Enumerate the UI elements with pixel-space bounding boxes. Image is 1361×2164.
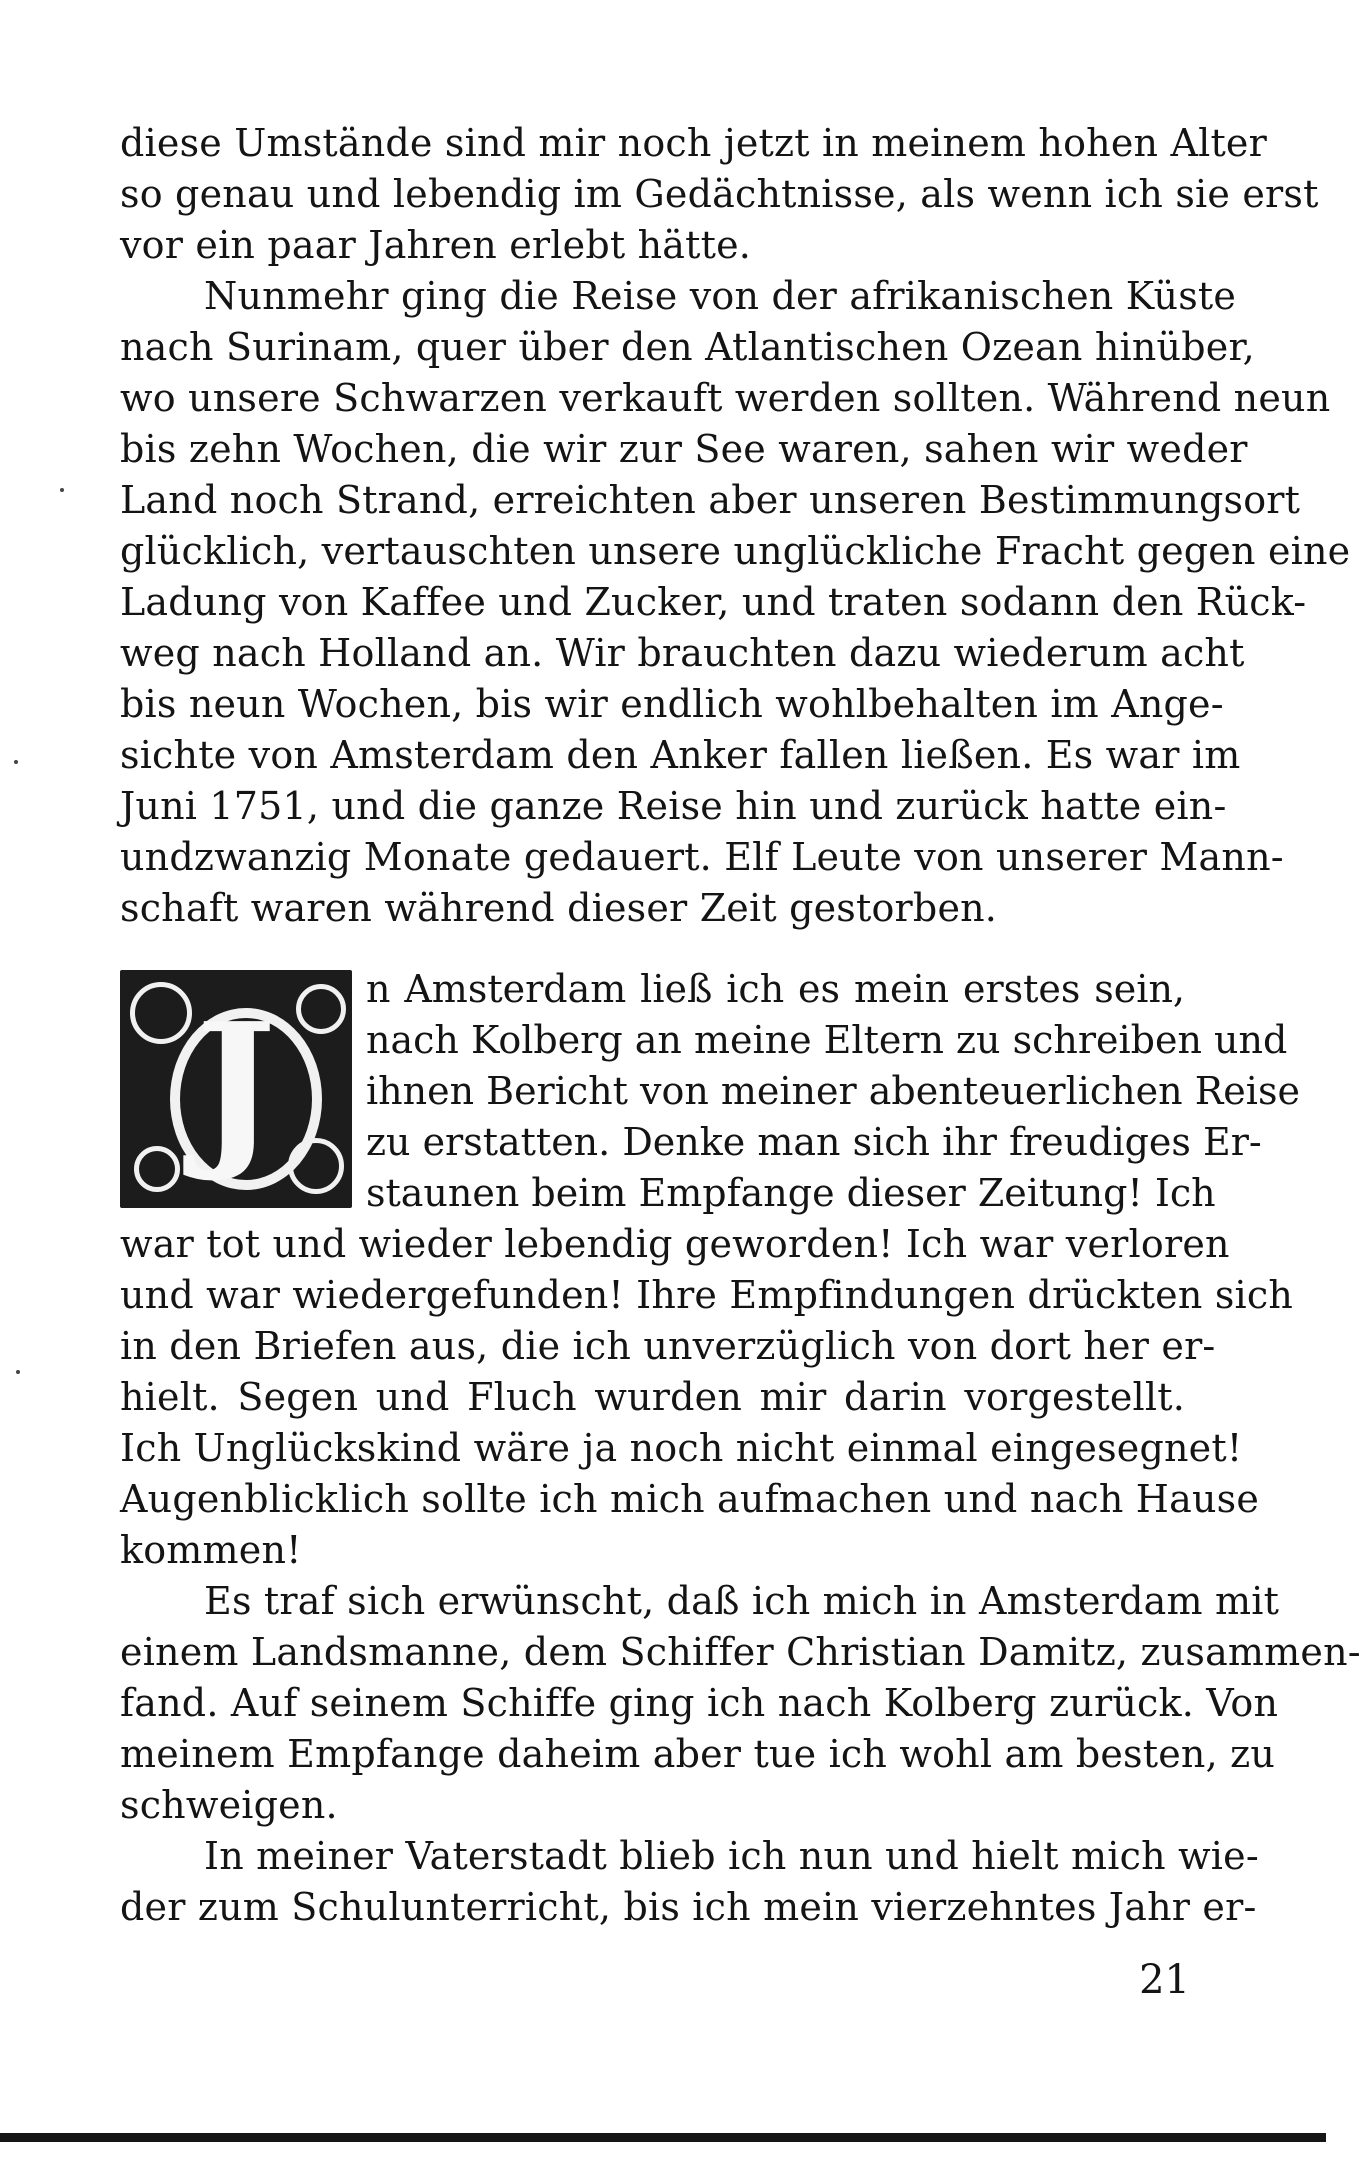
text-line: und war wiedergefunden! Ihre Empfindungen drückten sich [120,1273,1294,1317]
paragraph-1 [120,118,1319,271]
text-line: einem Landsmanne, dem Schiffer Christian Damitz, zusammen- [120,1630,1361,1674]
paragraph-2 [120,271,1351,934]
text-line: n Amsterdam ließ ich es mein erstes sein, [366,967,1185,1011]
page-number: 21 [1139,1957,1190,2003]
page-body [120,118,1361,1933]
text-line: so genau und lebendig im Gedächtnisse, als wenn ich sie erst [120,172,1319,216]
text-line: hielt. Segen und Fluch wurden mir darin vorgestellt. [120,1375,1185,1419]
text-line: Juni 1751, und die ganze Reise hin und zurück hatte ein- [120,784,1227,828]
margin-speck [14,760,18,764]
scan-edge-bar [0,2133,1326,2142]
text-line: staunen beim Empfange dieser Zeitung! Ich [366,1171,1216,1215]
text-line: zu erstatten. Denke man sich ihr freudiges Er- [366,1120,1262,1164]
text-line: bis zehn Wochen, die wir zur See waren, sahen wir weder [120,427,1248,471]
text-line: der zum Schulunterricht, bis ich mein vierzehntes Jahr er- [120,1885,1257,1929]
paragraph-3 [120,964,1300,1576]
text-line: undzwanzig Monate gedauert. Elf Leute von unserer Mann- [120,835,1284,879]
text-line: Ich Unglückskind wäre ja noch nicht einmal eingesegnet! [120,1426,1243,1470]
text-line: weg nach Holland an. Wir brauchten dazu wiederum acht [120,631,1245,675]
text-line: schweigen. [120,1783,338,1827]
text-line: in den Briefen aus, die ich unverzüglich von dort her er- [120,1324,1216,1368]
text-line: Augenblicklich sollte ich mich aufmachen und nach Hause [120,1477,1260,1521]
text-line: sichte von Amsterdam den Anker fallen ließen. Es war im [120,733,1241,777]
text-line: bis neun Wochen, bis wir endlich wohlbehalten im Ange- [120,682,1224,726]
text-line: nach Kolberg an meine Eltern zu schreiben und [366,1018,1288,1062]
initial-block [120,964,1300,1219]
paragraph-5 [120,1831,1259,1933]
margin-speck [16,1370,20,1374]
initial-letter: J [195,986,277,1186]
paragraph-4 [120,1576,1361,1831]
text-line: wo unsere Schwarzen verkauft werden sollten. Während neun [120,376,1331,420]
text-line: war tot und wieder lebendig geworden! Ich war verloren [120,1222,1230,1266]
text-line: In meiner Vaterstadt blieb ich nun und hielt mich wie- [204,1834,1259,1878]
text-line: Es traf sich erwünscht, daß ich mich in Amsterdam mit [204,1579,1280,1623]
text-line: glücklich, vertauschten unsere unglückliche Fracht gegen eine [120,529,1351,573]
text-line: Ladung von Kaffee und Zucker, und traten sodann den Rück- [120,580,1307,624]
text-line: kommen! [120,1528,302,1572]
text-line: Nunmehr ging die Reise von der afrikanischen Küste [204,274,1237,318]
margin-speck [60,488,64,492]
text-line: nach Surinam, quer über den Atlantischen Ozean hinüber, [120,325,1255,369]
text-line: diese Umstände sind mir noch jetzt in meinem hohen Alter [120,121,1267,165]
text-line: ihnen Bericht von meiner abenteuerlichen Reise [366,1069,1300,1113]
text-line: meinem Empfange daheim aber tue ich wohl am besten, zu [120,1732,1276,1776]
text-line: schaft waren während dieser Zeit gestorben. [120,886,998,930]
text-line: fand. Auf seinem Schiffe ging ich nach Kolberg zurück. Von [120,1681,1279,1725]
text-line: Land noch Strand, erreichten aber unseren Bestimmungsort [120,478,1301,522]
decorative-initial [120,970,352,1208]
text-line: vor ein paar Jahren erlebt hätte. [120,223,752,267]
